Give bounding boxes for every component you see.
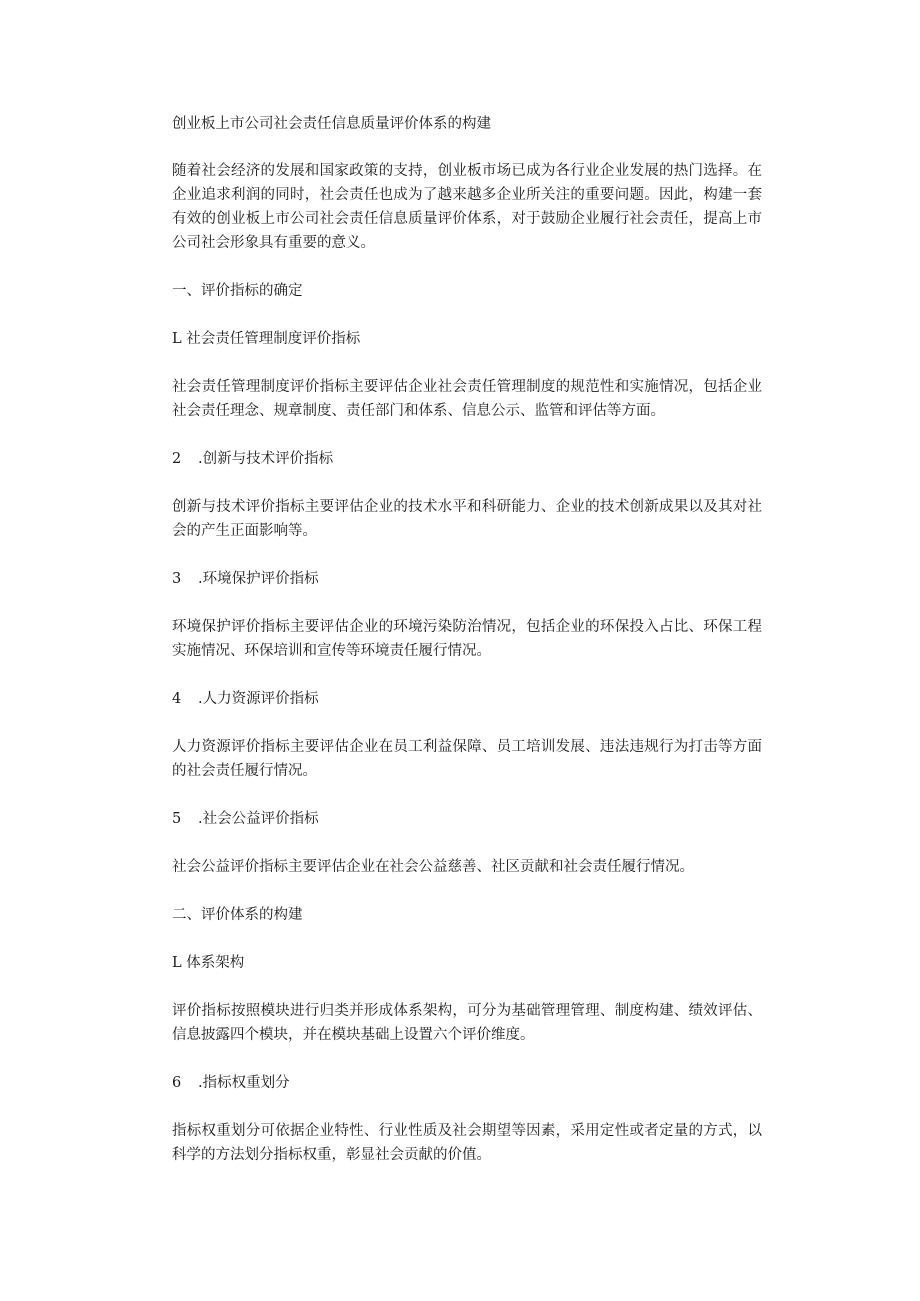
item-1-3-number: 3 (172, 571, 182, 587)
item-2-2-heading (172, 1071, 762, 1095)
document-page (172, 112, 762, 1191)
intro-paragraph: 随着社会经济的发展和国家政策的支持，创业板市场已成为各行业企业发展的热门选择。在企业追求利润的同时，社会责任也成为了越来越多企业所关注的重要问题。因此，构建一套有效的创业板上市公司社会责任信息质量评价体系，对于鼓励企业履行社会责任，提高上市公司社会形象具有重要的意义。 (172, 163, 762, 251)
section-2-heading: 二、评价体系的构建 (172, 907, 303, 923)
section-1-heading: 一、评价指标的确定 (172, 283, 303, 299)
item-1-1-number: L (172, 331, 182, 347)
item-1-4-number: 4 (172, 691, 182, 707)
item-1-1-paragraph: 社会责任管理制度评价指标主要评估企业社会责任管理制度的规范性和实施情况，包括企业社会责任理念、规章制度、责任部门和体系、信息公示、监管和评估等方面。 (172, 379, 762, 419)
item-2-1-heading (172, 951, 762, 975)
item-1-4-heading (172, 687, 762, 711)
item-1-2-heading (172, 447, 762, 471)
document-title: 创业板上市公司社会责任信息质量评价体系的构建 (172, 116, 491, 132)
item-1-2-number: 2 (172, 451, 182, 467)
item-2-2-number: 6 (172, 1075, 182, 1091)
item-1-5-paragraph: 社会公益评价指标主要评估企业在社会公益慈善、社区贡献和社会责任履行情况。 (172, 859, 694, 875)
item-1-4-paragraph: 人力资源评价指标主要评估企业在员工利益保障、员工培训发展、违法违规行为打击等方面的社会责任履行情况。 (172, 739, 762, 779)
item-2-1-title: 体系架构 (186, 955, 245, 971)
item-1-2-title: .创新与技术评价指标 (198, 451, 334, 467)
item-1-4-title: .人力资源评价指标 (198, 691, 319, 707)
item-1-3-paragraph: 环境保护评价指标主要评估企业的环境污染防治情况，包括企业的环保投入占比、环保工程实施情况、环保培训和宣传等环境责任履行情况。 (172, 619, 762, 659)
item-1-3-title: .环境保护评价指标 (198, 571, 319, 587)
item-2-1-paragraph: 评价指标按照模块进行归类并形成体系架构，可分为基础管理管理、制度构建、绩效评估、信息披露四个模块，并在模块基础上设置六个评价维度。 (172, 1003, 762, 1043)
item-1-3-heading (172, 567, 762, 591)
item-1-1-title: 社会责任管理制度评价指标 (186, 331, 361, 347)
item-1-5-number: 5 (172, 811, 182, 827)
item-1-1-heading (172, 327, 762, 351)
item-1-5-heading (172, 807, 762, 831)
item-1-5-title: .社会公益评价指标 (198, 811, 319, 827)
item-2-2-title: .指标权重划分 (198, 1075, 290, 1091)
item-1-2-paragraph: 创新与技术评价指标主要评估企业的技术水平和科研能力、企业的技术创新成果以及其对社会的产生正面影响等。 (172, 499, 762, 539)
item-2-2-paragraph: 指标权重划分可依据企业特性、行业性质及社会期望等因素，采用定性或者定量的方式，以科学的方法划分指标权重，彰显社会贡献的价值。 (172, 1123, 762, 1163)
item-2-1-number: L (172, 955, 182, 971)
